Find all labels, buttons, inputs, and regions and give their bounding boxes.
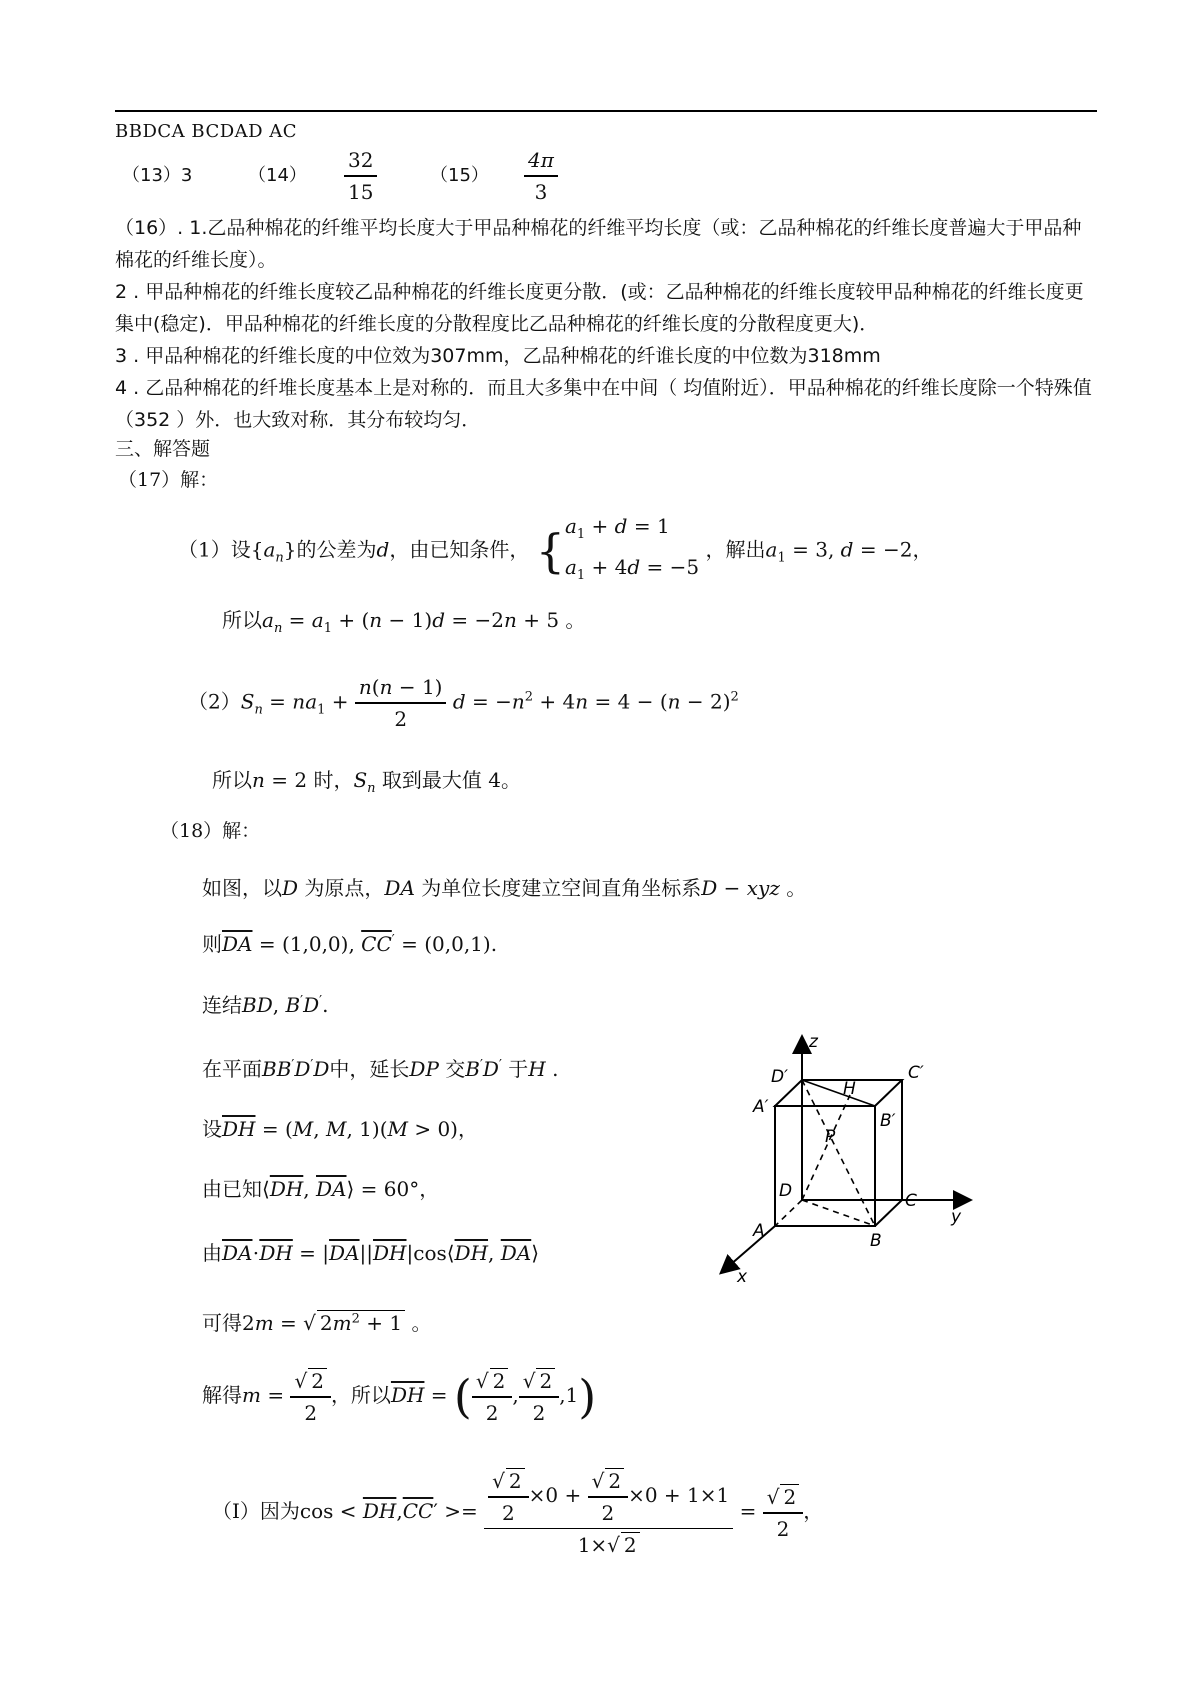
q18-line-10: （Ⅰ）因为$\cos < \overline{DH},\overline{CC}'$ >= $\frac{√ 2}{2}$ ×0 + $\frac{√ 2}{2}$ ×0 + 1×1 1×√ 2 = $\frac{√ 2}{2}$ ，	[212, 1469, 824, 1557]
label-y: y	[951, 1207, 962, 1227]
q17-l1-text-b: 的公差为	[296, 537, 377, 562]
label-cprime: C′	[908, 1063, 924, 1083]
q18-line-8: 可得2m = √ $2m^2 + 1$ 。	[202, 1311, 432, 1335]
q16-item-1: （16）. 1.乙品种棉花的纤维平均长度大于甲品种棉花的纤维平均长度（或：乙品种棉花的纤维长度普遍大于甲品种棉花的纤维长度）。	[115, 217, 1082, 271]
q15-denominator: 3	[534, 179, 548, 204]
q17-l2-text-a: 所以	[222, 608, 262, 632]
q18-l2-text-a: 则	[202, 932, 222, 956]
cube-edge-bc	[875, 1200, 902, 1226]
q18-l3-text-a: 连结	[202, 993, 242, 1017]
q18-l1-text-b: 为原点，	[304, 876, 385, 900]
q14-denominator: 15	[348, 179, 374, 204]
q17-l4-text-b: 时，	[313, 768, 354, 792]
label-c: C	[905, 1191, 917, 1211]
hidden-edge-db	[802, 1200, 875, 1226]
cube-figure	[715, 1030, 975, 1285]
q13-answer: （13）3	[122, 165, 193, 186]
top-rule	[115, 110, 1097, 112]
q18-l8-text-a: 可得	[202, 1311, 242, 1335]
multiple-choice-answers: BBDCA BCDAD AC	[115, 121, 298, 142]
q18-l1-text-d: 。	[786, 876, 807, 900]
q14-fraction	[344, 148, 377, 204]
label-x: x	[737, 1267, 748, 1285]
label-dprime: D′	[771, 1067, 788, 1087]
label-a: A	[753, 1221, 765, 1241]
q18-l9-text-a: 解得	[202, 1382, 242, 1407]
q14-label: （14）	[248, 165, 307, 186]
q18-line-6: 由已知$⟨\overline{DH}$, $\overline{DA}⟩ = 60^\circ$，	[202, 1177, 440, 1201]
q16-item-3: 3 . 甲品种棉花的纤维长度的中位效为307mm，乙品种棉花的纤谁长度的中位数为318mm	[115, 345, 881, 367]
q17-l1-text-a: （1）设	[178, 537, 251, 562]
q18-line-1: 如图，以D 为原点，DA 为单位长度建立空间直角坐标系D − xyz 。	[202, 876, 807, 900]
q14-numerator: 32	[348, 148, 374, 172]
q18-l6-text-a: 由已知	[202, 1177, 262, 1201]
q17-l4-text-a: 所以	[212, 768, 252, 792]
q17-line-1: （1）设$\{a_n\}$的公差为d，由已知条件， {$a_1 + d = 1$ $a_1 + 4d = -5$ ，解出$a_1 = 3$, d = −2，	[178, 514, 933, 583]
q18-l5-text-a: 设	[202, 1117, 222, 1141]
label-h: H	[843, 1079, 856, 1099]
q16-item-4: 4 . 乙品种棉花的纤堆长度基本上是对称的．而且大多集中在中间（ 均值附近）．甲品种棉花的纤维长度除一个特殊值（352 ）外．也大致对称．其分布较均匀．	[115, 377, 1092, 431]
q18-l4-text-c: 交	[445, 1057, 466, 1081]
q18-l4-text-a: 在平面	[202, 1057, 262, 1081]
label-z: z	[809, 1032, 818, 1052]
q18-l1-text-a: 如图，以	[202, 876, 282, 900]
q17-line-3: $(2)S_n = na_1$ + $\frac{n(n - 1)}{2}$ $d = -n^2 + 4n = 4 - (n - 2)^2$	[188, 675, 739, 731]
hidden-edge-dh	[802, 1095, 850, 1200]
x-axis	[722, 1226, 775, 1272]
q18-line-2: 则$\overline{DA} = (1,0,0)$, $\overline{CC}' = (0,0,1)$.	[202, 932, 498, 956]
q18-l10-text-a: （Ⅰ）因为	[212, 1499, 300, 1523]
q17-l1-text-c: ，由已知条件，	[389, 537, 530, 562]
q15-fraction	[524, 148, 558, 204]
label-b: B	[870, 1231, 882, 1251]
label-p: P	[825, 1127, 836, 1147]
q17-line-4: 所以n = 2 时，$S_n$ 取到最大值 4。	[212, 768, 521, 796]
label-bprime: B′	[880, 1111, 896, 1131]
q17-line-2: 所以$a_n = a_1 + (n - 1)d = -2n + 5$ 。	[222, 608, 586, 636]
q18-line-5: 设$\overline{DH} = (M$, M, 1)(M > 0)，	[202, 1117, 478, 1141]
q15-label: （15）	[430, 165, 489, 186]
q17-label: （17）解：	[118, 469, 219, 491]
label-aprime: A′	[753, 1097, 769, 1117]
q18-l4-text-d: 于	[508, 1057, 529, 1081]
q16-item-2: 2 . 甲品种棉花的纤维长度较乙品种棉花的纤维长度更分散．(或：乙品种棉花的纤维长度较甲品种棉花的纤维长度更集中(稳定)．甲品种棉花的纤维长度的分散程度比乙品种棉花的纤维长度的分散程度更大)．	[115, 281, 1084, 335]
q17-l1-text-d: ，解出	[705, 537, 766, 562]
q18-l4-text-b: 中，延长	[329, 1057, 410, 1081]
q18-line-3: 连结BD, B′D′.	[202, 993, 329, 1017]
q18-l7-text-a: 由	[202, 1241, 222, 1265]
q18-line-4: 在平面BB′D′D中，延长DP 交B′D′ 于H .	[202, 1057, 559, 1081]
q18-line-7: 由$\overline{DA}\cdot\overline{DH}$ = $|\overline{DA}||\overline{DH}|\cos⟨\overline{DH}$, $\overline{DA}⟩$	[202, 1241, 540, 1265]
q17-l3-text-a: （2）	[188, 689, 241, 714]
hidden-edge-da	[775, 1200, 802, 1226]
q18-l9-text-b: ，所以	[330, 1382, 391, 1407]
q17-l4-text-c: 取到最大值 4。	[381, 768, 521, 792]
q18-label: （18）解：	[160, 820, 261, 842]
q18-l1-text-c: 为单位长度建立空间直角坐标系	[421, 876, 702, 900]
q18-line-9: 解得m = $\frac{√ 2}{2}$ ，所以$\overline{DH}$ = ( $\frac{√ 2}{2}$ , $\frac{√ 2}{2}$ ,1)	[202, 1369, 597, 1425]
q15-numerator: 4π	[528, 148, 554, 172]
label-d: D	[779, 1181, 793, 1201]
section-heading: 三、解答题	[115, 438, 211, 460]
